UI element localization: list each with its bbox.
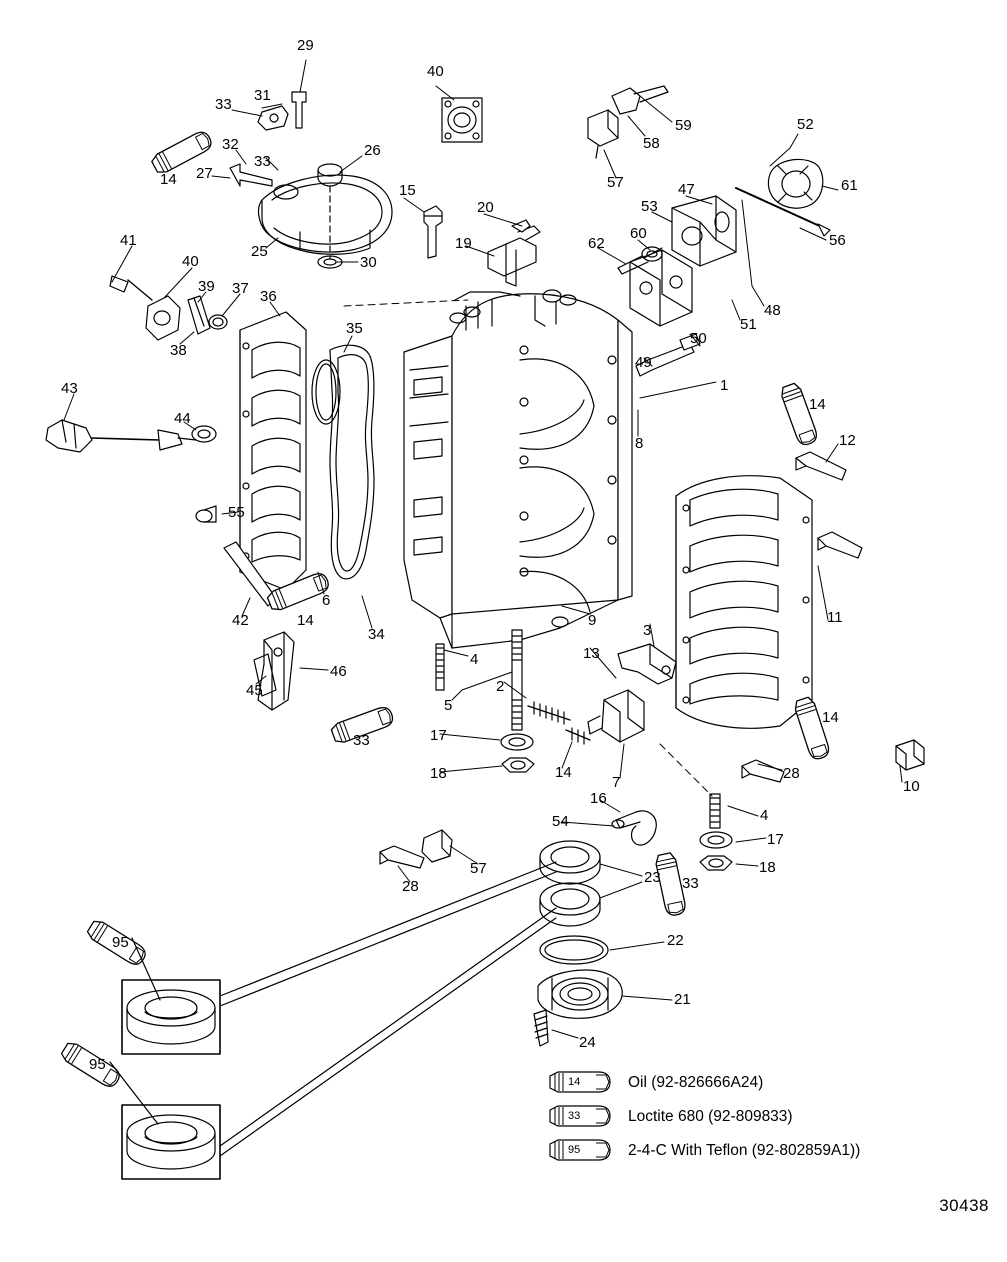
- bolt-28-right: [742, 760, 784, 782]
- upper-end-cap: [259, 164, 392, 271]
- drawing-number: 30438: [939, 1196, 989, 1215]
- port-cylinder-head: [240, 312, 306, 590]
- bracket-61: [768, 159, 822, 208]
- washer-17-right: [700, 832, 732, 848]
- callout-17-a: 17: [430, 727, 447, 744]
- spring-pin-2: [528, 702, 570, 724]
- callout-22: 22: [667, 932, 684, 949]
- callout-5: 5: [444, 697, 453, 714]
- callout-12: 12: [839, 432, 856, 449]
- callout-24: 24: [579, 1034, 596, 1051]
- bolt-28-left: [380, 846, 424, 868]
- washer-44: [192, 426, 216, 442]
- callout-14-a: 14: [160, 171, 177, 188]
- callout-56: 56: [829, 232, 846, 249]
- bolt-24: [534, 1010, 548, 1046]
- callout-43: 43: [61, 380, 78, 397]
- callout-95-a: 95: [112, 934, 129, 951]
- pin-14-lower: [566, 728, 590, 744]
- callout-36: 36: [260, 288, 277, 305]
- sensor-57: [588, 110, 618, 158]
- callout-30: 30: [360, 254, 377, 271]
- starboard-cylinder-head: [676, 476, 812, 729]
- callout-47: 47: [678, 181, 695, 198]
- bolt-12: [796, 452, 846, 480]
- callout-28-a: 28: [783, 765, 800, 782]
- callout-17-b: 17: [767, 831, 784, 848]
- legend-row-oil: [548, 1066, 948, 1100]
- callout-37: 37: [232, 280, 249, 297]
- legend: [548, 1066, 948, 1168]
- callout-95-b: 95: [89, 1056, 106, 1073]
- callout-14-b: 14: [809, 396, 826, 413]
- callout-4-b: 4: [760, 807, 769, 824]
- callout-40-left: 40: [182, 253, 199, 270]
- callout-29: 29: [297, 37, 314, 54]
- callout-46: 46: [330, 663, 347, 680]
- lube-tube-icon: [548, 1139, 614, 1163]
- callout-62: 62: [588, 235, 605, 252]
- callout-14-e: 14: [555, 764, 572, 781]
- o-ring-22: [540, 936, 608, 964]
- bracket-3: [618, 644, 676, 684]
- o-ring-35: [312, 360, 340, 424]
- callout-20: 20: [477, 199, 494, 216]
- callout-57-a: 57: [607, 174, 624, 191]
- callout-38: 38: [170, 342, 187, 359]
- callout-3: 3: [643, 622, 652, 639]
- lube-tube-14-c: [793, 696, 831, 761]
- block-47: [672, 196, 736, 266]
- callout-1: 1: [720, 377, 729, 394]
- legend-label-loctite: Loctite 680 (92-809833): [628, 1108, 793, 1125]
- washer-17-left: [501, 734, 533, 750]
- nut-18-right: [700, 856, 732, 870]
- callout-31: 31: [254, 87, 271, 104]
- legend-label-oil: Oil (92-826666A24): [628, 1074, 764, 1091]
- valve-15: [424, 206, 442, 258]
- legend-row-2-4-c: [548, 1134, 948, 1168]
- callout-44: 44: [174, 410, 191, 427]
- tube-number: 33: [568, 1110, 581, 1122]
- callout-28-b: 28: [402, 878, 419, 895]
- callout-13: 13: [583, 645, 600, 662]
- nut-18-left: [502, 758, 534, 772]
- stud-4-left: [436, 644, 444, 690]
- callout-51: 51: [740, 316, 757, 333]
- callout-14-d: 14: [822, 709, 839, 726]
- callout-45: 45: [246, 682, 263, 699]
- callout-48: 48: [764, 302, 781, 319]
- inset-bearing-upper: [122, 980, 220, 1054]
- callout-42: 42: [232, 612, 249, 629]
- callout-57-b: 57: [470, 860, 487, 877]
- callout-2: 2: [496, 678, 505, 695]
- fitting-58: [612, 86, 668, 114]
- sensor-13: [588, 690, 644, 742]
- callout-60: 60: [630, 225, 647, 242]
- callout-4-a: 4: [470, 651, 479, 668]
- callout-49: 49: [635, 354, 652, 371]
- callout-54: 54: [552, 813, 569, 830]
- end-cap-21: [538, 970, 622, 1018]
- callout-33-c: 33: [353, 732, 370, 749]
- callout-33-b: 33: [254, 153, 271, 170]
- callout-26: 26: [364, 142, 381, 159]
- callout-18-b: 18: [759, 859, 776, 876]
- callout-41: 41: [120, 232, 137, 249]
- plug-55: [196, 506, 216, 522]
- callout-34: 34: [368, 626, 385, 643]
- callout-21: 21: [674, 991, 691, 1008]
- legend-label-2-4-c: 2-4-C With Teflon (92-802859A1)): [628, 1142, 861, 1159]
- lube-tube-14-b: [779, 382, 819, 447]
- manifold-62: [630, 248, 692, 326]
- callout-10: 10: [903, 778, 920, 795]
- callout-33-d: 33: [682, 875, 699, 892]
- stud-4-right: [710, 794, 720, 828]
- lube-tube-icon: [548, 1105, 614, 1129]
- flange-40-top: [442, 98, 482, 142]
- fitting-19: [488, 226, 540, 286]
- callout-27: 27: [196, 165, 213, 182]
- callout-7: 7: [612, 774, 621, 791]
- sensor-57-lower: [422, 830, 452, 862]
- callout-40-top: 40: [427, 63, 444, 80]
- callout-58: 58: [643, 135, 660, 152]
- lube-tube-icon: [548, 1071, 614, 1095]
- callout-11: 11: [827, 609, 843, 626]
- callout-35: 35: [346, 320, 363, 337]
- callout-39: 39: [198, 278, 215, 295]
- callout-55: 55: [228, 504, 245, 521]
- callout-61: 61: [841, 177, 858, 194]
- callout-59: 59: [675, 117, 692, 134]
- hook-16: [612, 811, 656, 845]
- callout-50: 50: [690, 330, 707, 347]
- inset-bearing-lower: [122, 1105, 220, 1179]
- callout-52: 52: [797, 116, 814, 133]
- callout-23: 23: [644, 869, 661, 886]
- callout-33-a: 33: [215, 96, 232, 113]
- head-gasket: [330, 345, 374, 579]
- cylinder-block: [404, 290, 632, 648]
- tube-number: 95: [568, 1144, 581, 1156]
- callout-18-a: 18: [430, 765, 447, 782]
- tube-number: 14: [568, 1076, 581, 1088]
- callout-16: 16: [590, 790, 607, 807]
- callout-32: 32: [222, 136, 239, 153]
- plug-31: [292, 92, 306, 128]
- seal-23-upper: [540, 841, 600, 884]
- callout-8: 8: [635, 435, 644, 452]
- callout-14-c: 14: [297, 612, 314, 629]
- bolt-11-fastener: [818, 532, 862, 558]
- clamp-33: [258, 106, 288, 130]
- seal-23-lower: [540, 883, 600, 926]
- legend-row-loctite: [548, 1100, 948, 1134]
- part-10: [896, 740, 924, 770]
- callout-53: 53: [641, 198, 658, 215]
- stud-5: [512, 630, 522, 730]
- callout-6: 6: [322, 592, 331, 609]
- callout-25: 25: [251, 243, 268, 260]
- callout-9: 9: [588, 612, 597, 629]
- callout-19: 19: [455, 235, 472, 252]
- callout-15: 15: [399, 182, 416, 199]
